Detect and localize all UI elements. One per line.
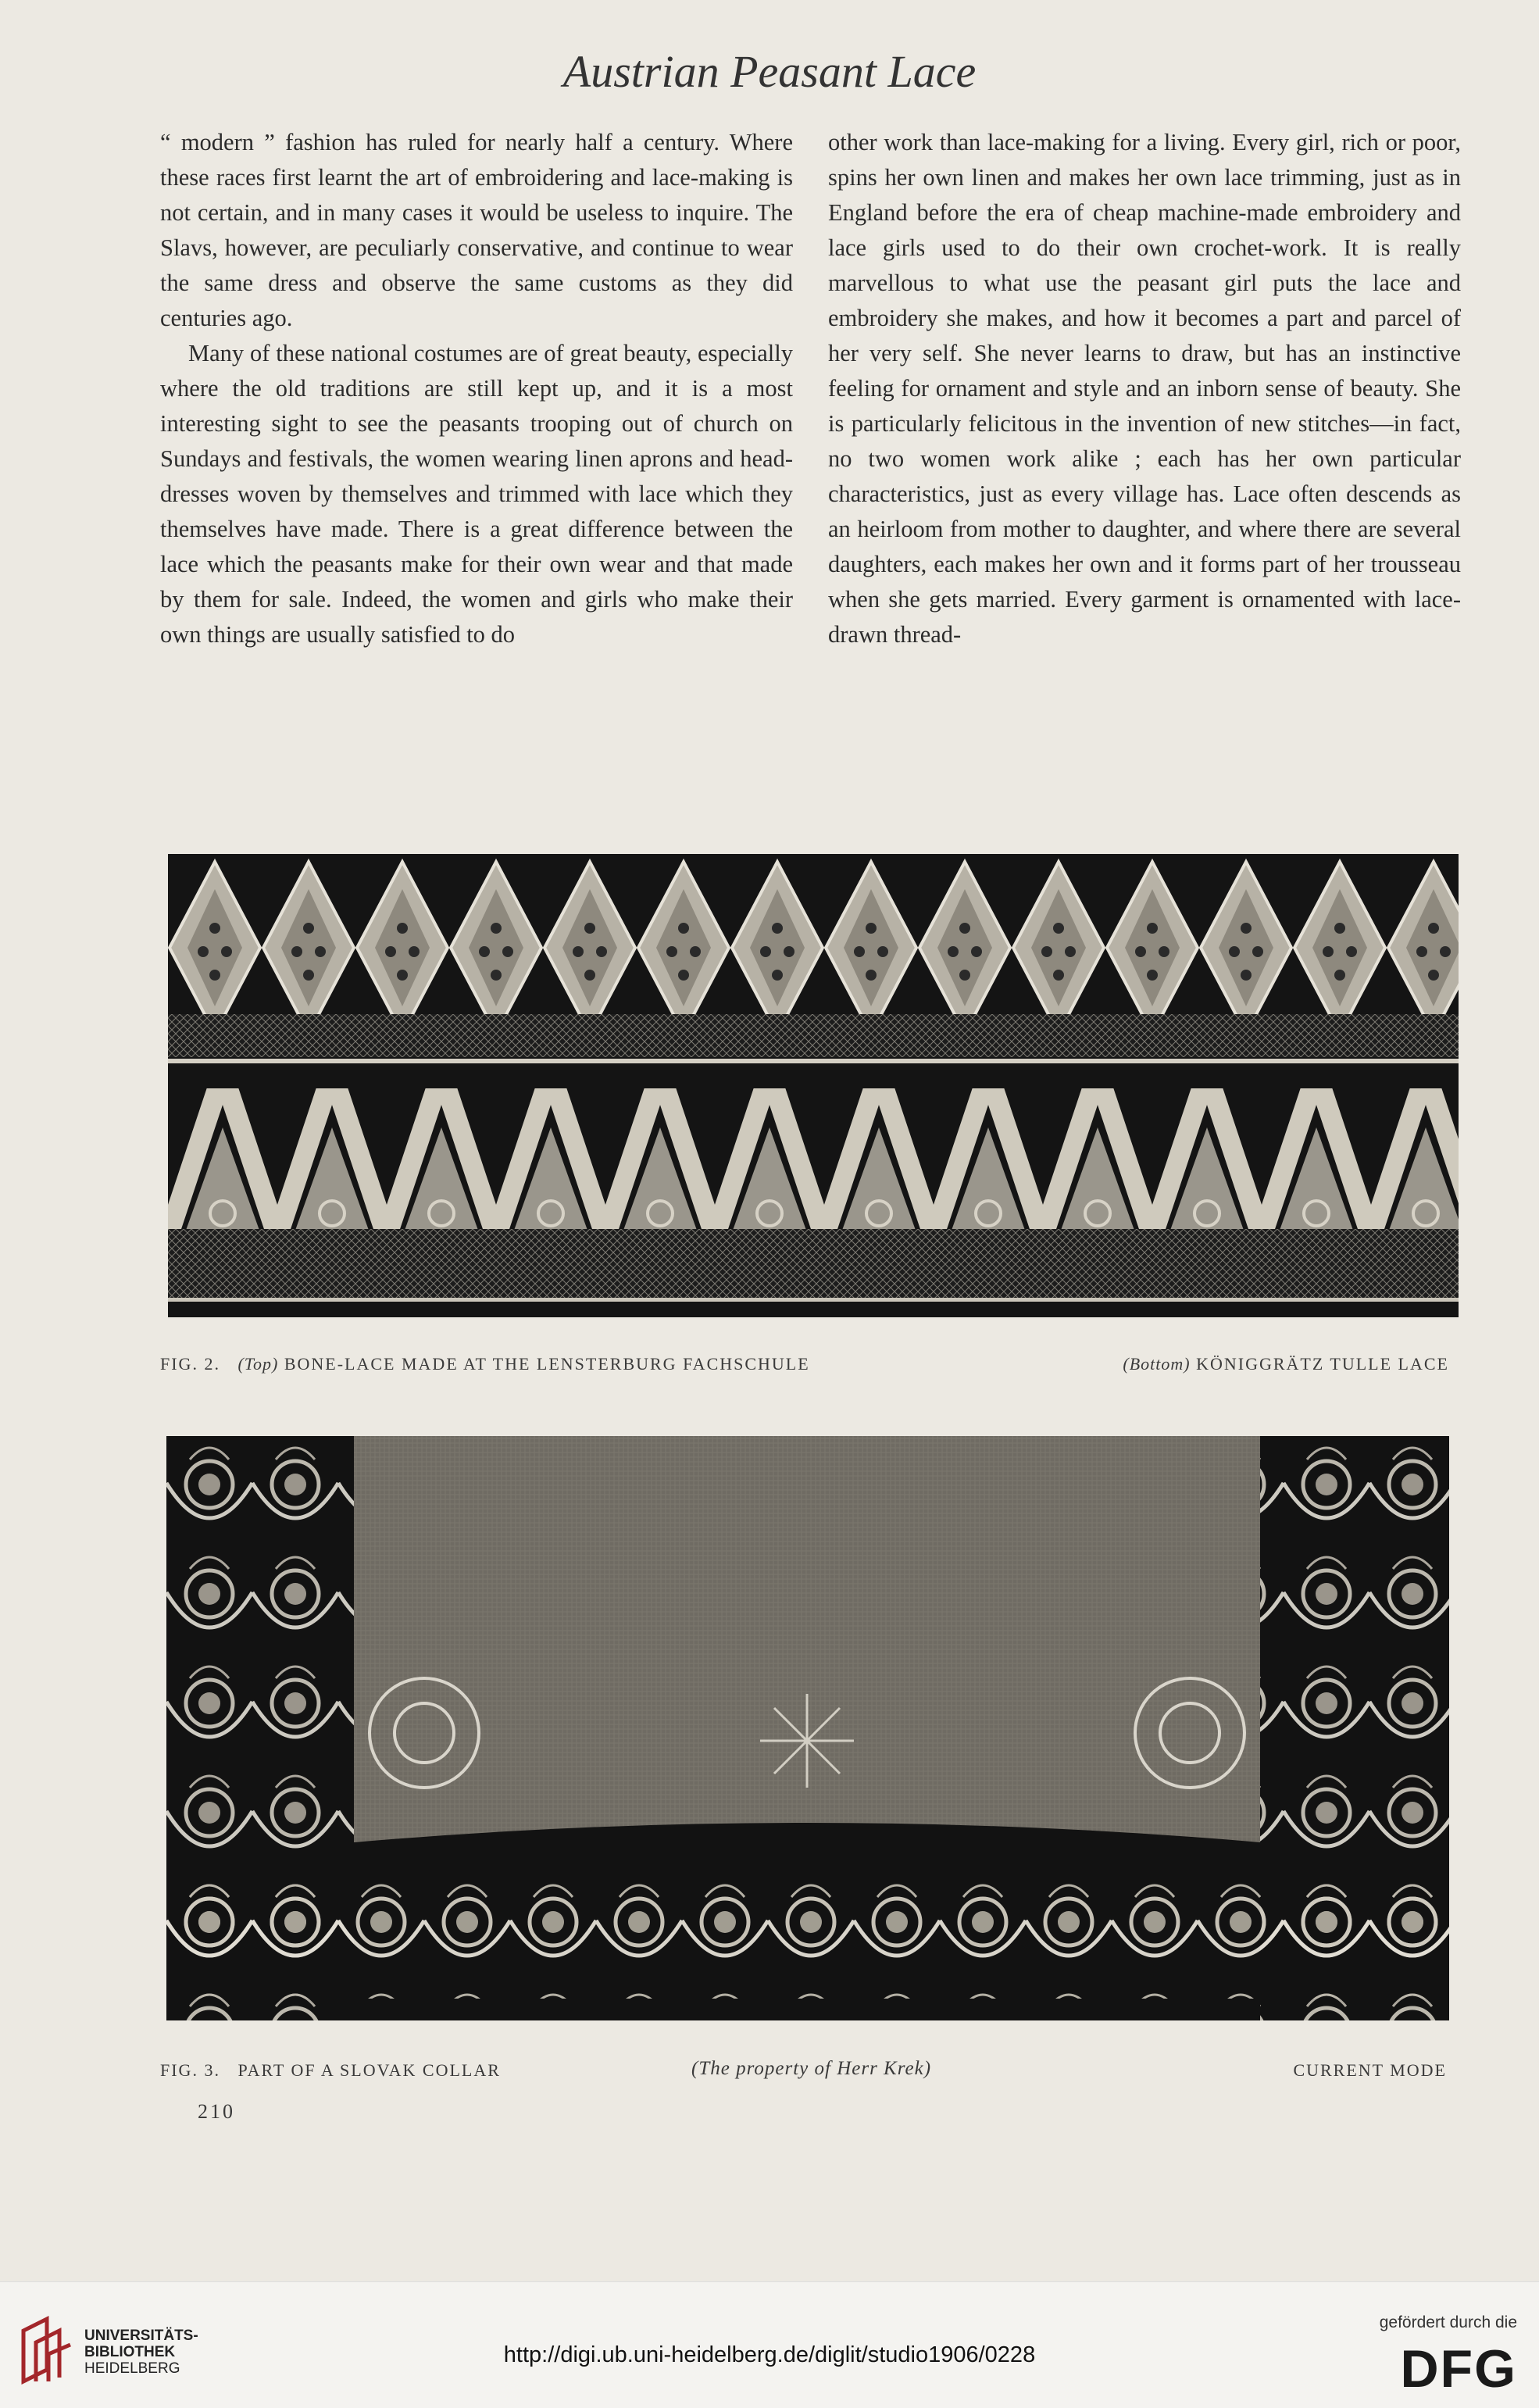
paragraph: “ modern ” fashion has ruled for nearly half a century. Where these races first learnt the art of embroidering and lace-making is not certain, and in many cases it would be useless to inquire. The Slavs, however, are peculiarly conservative, and continue to wear the same dress and observe the same customs as they did centuries ago. (160, 129, 793, 331)
caption-label: (Bottom) (1123, 1354, 1191, 1374)
figure-2-caption-top (160, 1354, 810, 1374)
figure-3-mode: CURRENT MODE (1293, 2060, 1447, 2080)
page-title: Austrian Peasant Lace (562, 46, 977, 97)
funding-note: gefördert durch die (1379, 2313, 1517, 2331)
dfg-logo: DFG (1400, 2339, 1517, 2399)
library-name-line: BIBLIOTHEK (84, 2344, 176, 2360)
page-number: 210 (198, 2100, 235, 2123)
collar-photo-fig3 (166, 1436, 1449, 2020)
paragraph: other work than lace-making for a living. Every girl, rich or poor, spins her own linen and makes her own lace trimming, just as in England before the era of cheap machine-made embroidery and lace girls used to do their own crochet-work. It is really marvellous to what use the peasant girl puts the lace and embroidery she makes, and how it becomes a part and parcel of her very self. She never learns to draw, but has an instinctive feeling for ornament and style and an inborn sense of beauty. She is particularly felicitous in the invention of new stitches—in fact, no two women work alike ; each has her own particular characteristics, just as every village has. Lace often descends as an heirloom from mother to daughter, and where there are several daughters, each makes her own and it forms part of her trousseau when she gets married. Every garment is ornamented with lace-drawn thread- (828, 129, 1461, 648)
collar-illustration (166, 1436, 1449, 2020)
footer-bar (0, 2281, 1539, 2408)
library-name-line: UNIVERSITÄTS- (84, 2328, 198, 2344)
text-column-right (828, 125, 1461, 652)
document-url-link[interactable]: http://digi.ub.uni-heidelberg.de/diglit/studio1906/0228 (503, 2342, 1036, 2367)
figure-3-credit (691, 2058, 931, 2080)
lace-illustration (168, 854, 1459, 1317)
caption-text: PART OF A SLOVAK COLLAR (237, 2060, 501, 2080)
caption-text: BONE-LACE MADE AT THE LENSTERBURG FACHSCHULE (284, 1354, 810, 1374)
library-name-line: HEIDELBERG (84, 2360, 180, 2377)
figure-3-caption (160, 2060, 501, 2081)
paragraph: Many of these national costumes are of great beauty, especially where the old traditions are still kept up, and it is a most interesting sight to see the peasants trooping out of church on Sundays and festivals, the women wearing linen aprons and head-dresses woven by themselves and trimmed with lace which they themselves have made. There is a great difference between the lace which the peasants make for their own wear and that made by them for sale. Indeed, the women and girls who make their own things are usually satisfied to do (160, 340, 793, 648)
figure-number: FIG. 3. (160, 2060, 220, 2080)
caption-label: (Top) (237, 1354, 279, 1374)
figure-number: FIG. 2. (160, 1354, 220, 1374)
figure-2-caption-bottom (1123, 1354, 1449, 1374)
text-column-left (160, 125, 793, 652)
caption-credit: (The property of Herr Krek) (691, 2058, 932, 2079)
lace-photo-fig2 (168, 854, 1459, 1317)
caption-text: KÖNIGGRÄTZ TULLE LACE (1196, 1354, 1449, 1374)
